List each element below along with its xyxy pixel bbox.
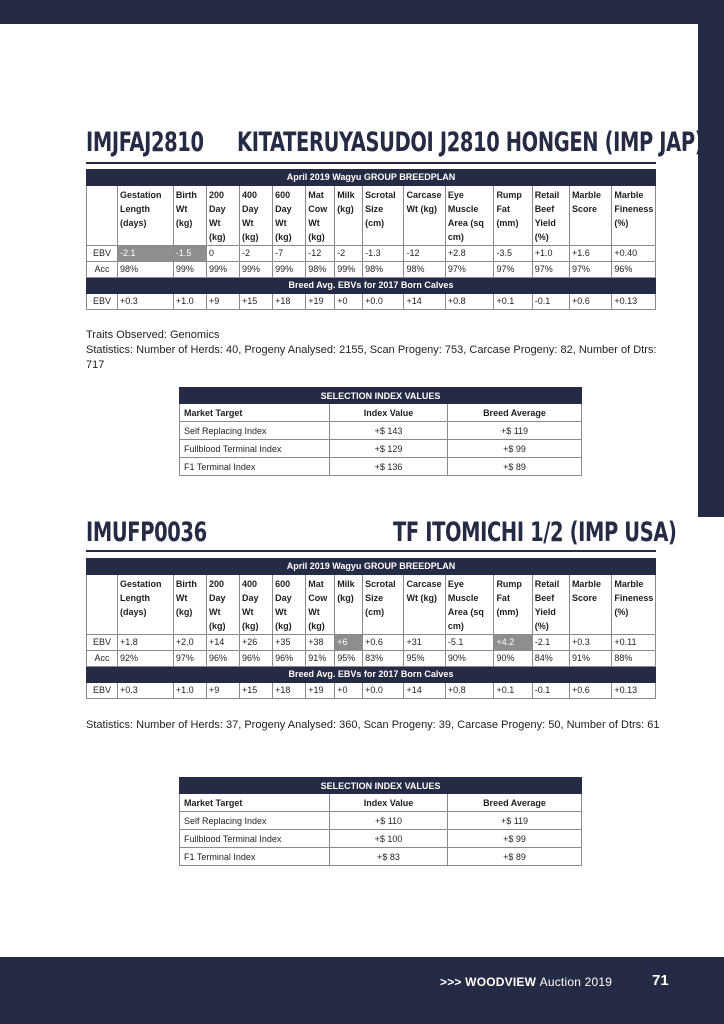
acc-cell: 97% xyxy=(569,262,611,278)
animal-1-traits-observed: Traits Observed: Genomics xyxy=(86,329,220,341)
breed-avg-cell: +0.3 xyxy=(118,294,174,310)
selection-band: SELECTION INDEX VALUES xyxy=(180,388,582,404)
acc-cell: 95% xyxy=(335,651,363,667)
ebv-cell: -7 xyxy=(273,246,306,262)
breed-avg-cell: +19 xyxy=(306,294,335,310)
trait-header: Eye Muscle Area (sq cm) xyxy=(445,575,494,635)
ebv-cell: -2.1 xyxy=(532,635,569,651)
trait-header: Birth Wt (kg) xyxy=(173,575,206,635)
ebv-cell: -12 xyxy=(306,246,335,262)
index-value: +$ 83 xyxy=(330,848,448,866)
index-value: +$ 110 xyxy=(330,812,448,830)
ebv-cell: +26 xyxy=(240,635,273,651)
acc-cell: 96% xyxy=(273,651,306,667)
animal-1-rule xyxy=(86,162,656,164)
breedplan-band: April 2019 Wagyu GROUP BREEDPLAN xyxy=(87,559,656,575)
trait-header: Gestation Length (days) xyxy=(118,575,174,635)
side-bar xyxy=(698,24,724,517)
top-bar xyxy=(0,0,724,24)
col-market-target: Market Target xyxy=(180,404,330,422)
animal-2-id: IMUFP0036 xyxy=(86,517,207,548)
breed-avg-cell: +0.0 xyxy=(363,294,404,310)
trait-header: Retail Beef Yield (%) xyxy=(532,575,569,635)
ebv-cell: -1.3 xyxy=(363,246,404,262)
trait-header: Scrotal Size (cm) xyxy=(363,575,404,635)
ebv-cell: +0.3 xyxy=(569,635,611,651)
acc-cell: 99% xyxy=(335,262,363,278)
breed-avg-cell: +0.6 xyxy=(569,294,611,310)
acc-cell: 98% xyxy=(118,262,174,278)
trait-header: 600 Day Wt (kg) xyxy=(273,186,306,246)
ebv-cell: +38 xyxy=(306,635,335,651)
animal-2-selection-table xyxy=(179,777,582,866)
animal-2-statistics: Statistics: Number of Herds: 37, Progeny Analysed: 360, Scan Progeny: 39, Carcase Progeny: 50, Number of Dtrs: 61 xyxy=(86,719,660,731)
ebv-cell: +0.11 xyxy=(612,635,656,651)
animal-2-rule xyxy=(86,550,656,552)
ebv-label: EBV xyxy=(87,294,118,310)
col-market-target: Market Target xyxy=(180,794,330,812)
footer-arrows: >>> xyxy=(440,975,462,989)
acc-cell: 97% xyxy=(494,262,532,278)
footer-event: Auction 2019 xyxy=(539,975,613,989)
acc-cell: 88% xyxy=(612,651,656,667)
ebv-cell: -1.5 xyxy=(173,246,206,262)
trait-header: Rump Fat (mm) xyxy=(494,575,532,635)
breed-avg-cell: +18 xyxy=(273,294,306,310)
acc-cell: 96% xyxy=(206,651,239,667)
breed-avg-cell: +0.6 xyxy=(569,683,611,699)
breed-avg-cell: +0.1 xyxy=(494,683,532,699)
trait-header: 400 Day Wt (kg) xyxy=(240,575,273,635)
acc-cell: 95% xyxy=(404,651,445,667)
breed-avg-cell: +15 xyxy=(240,294,273,310)
index-value: +$ 129 xyxy=(330,440,448,458)
trait-header: Milk (kg) xyxy=(335,186,363,246)
breed-avg-cell: +0.0 xyxy=(363,683,404,699)
col-breed-average: Breed Average xyxy=(448,404,582,422)
footer-caption xyxy=(440,975,612,989)
acc-cell: 98% xyxy=(306,262,335,278)
trait-header: 200 Day Wt (kg) xyxy=(206,575,239,635)
breed-avg-cell: -0.1 xyxy=(532,294,569,310)
acc-cell: 96% xyxy=(240,651,273,667)
ebv-cell: +1.0 xyxy=(532,246,569,262)
acc-label: Acc xyxy=(87,262,118,278)
acc-cell: 99% xyxy=(273,262,306,278)
ebv-cell: +35 xyxy=(273,635,306,651)
ebv-cell: +4.2 xyxy=(494,635,532,651)
ebv-cell: +1.8 xyxy=(118,635,174,651)
acc-cell: 97% xyxy=(445,262,494,278)
breed-avg-cell: +0.13 xyxy=(612,683,656,699)
breed-avg-cell: +14 xyxy=(404,294,445,310)
trait-header: Marble Score xyxy=(569,186,611,246)
corner-cell xyxy=(87,575,118,635)
acc-cell: 96% xyxy=(612,262,656,278)
breedplan-band: April 2019 Wagyu GROUP BREEDPLAN xyxy=(87,170,656,186)
breed-avg-cell: +14 xyxy=(404,683,445,699)
breed-avg-cell: +0.8 xyxy=(445,294,494,310)
animal-2-name: TF ITOMICHI 1/2 (IMP USA) xyxy=(393,517,677,548)
trait-header: Rump Fat (mm) xyxy=(494,186,532,246)
market-target: Fullblood Terminal Index xyxy=(180,440,330,458)
breed-avg-cell: +19 xyxy=(306,683,335,699)
trait-header: Milk (kg) xyxy=(335,575,363,635)
footer-brand: WOODVIEW xyxy=(465,975,537,989)
trait-header: Marble Fineness (%) xyxy=(612,575,656,635)
ebv-cell: -12 xyxy=(404,246,445,262)
ebv-cell: +14 xyxy=(206,635,239,651)
trait-header: 600 Day Wt (kg) xyxy=(273,575,306,635)
selection-band: SELECTION INDEX VALUES xyxy=(180,778,582,794)
breed-avg-cell: +1.0 xyxy=(173,683,206,699)
trait-header: Marble Fineness (%) xyxy=(612,186,656,246)
breed-avg-cell: +0.1 xyxy=(494,294,532,310)
breed-avg-cell: +0 xyxy=(335,683,363,699)
ebv-label: EBV xyxy=(87,683,118,699)
col-breed-average: Breed Average xyxy=(448,794,582,812)
breed-average: +$ 119 xyxy=(448,812,582,830)
ebv-cell: -5.1 xyxy=(445,635,494,651)
acc-cell: 83% xyxy=(363,651,404,667)
ebv-cell: +2.0 xyxy=(173,635,206,651)
corner-cell xyxy=(87,186,118,246)
ebv-cell: +0.40 xyxy=(612,246,656,262)
acc-cell: 91% xyxy=(569,651,611,667)
trait-header: Birth Wt (kg) xyxy=(173,186,206,246)
acc-cell: 98% xyxy=(404,262,445,278)
trait-header: Eye Muscle Area (sq cm) xyxy=(445,186,494,246)
acc-cell: 84% xyxy=(532,651,569,667)
market-target: Fullblood Terminal Index xyxy=(180,830,330,848)
breed-avg-cell: +15 xyxy=(240,683,273,699)
animal-1-selection-table xyxy=(179,387,582,476)
breed-avg-cell: +18 xyxy=(273,683,306,699)
acc-cell: 90% xyxy=(445,651,494,667)
acc-cell: 99% xyxy=(206,262,239,278)
acc-label: Acc xyxy=(87,651,118,667)
trait-header: Gestation Length (days) xyxy=(118,186,174,246)
ebv-cell: +0.6 xyxy=(363,635,404,651)
col-index-value: Index Value xyxy=(330,404,448,422)
breed-avg-cell: +9 xyxy=(206,294,239,310)
breed-avg-cell: +9 xyxy=(206,683,239,699)
breed-average: +$ 119 xyxy=(448,422,582,440)
market-target: Self Replacing Index xyxy=(180,422,330,440)
breed-avg-cell: +1.0 xyxy=(173,294,206,310)
breed-avg-band: Breed Avg. EBVs for 2017 Born Calves xyxy=(87,667,656,683)
trait-header: Scrotal Size (cm) xyxy=(363,186,404,246)
ebv-label: EBV xyxy=(87,246,118,262)
breed-avg-cell: +0.3 xyxy=(118,683,174,699)
trait-header: Retail Beef Yield (%) xyxy=(532,186,569,246)
animal-1-id: IMJFAJ2810 xyxy=(86,127,204,158)
trait-header: Carcase Wt (kg) xyxy=(404,575,445,635)
breed-avg-cell: +0 xyxy=(335,294,363,310)
acc-cell: 97% xyxy=(173,651,206,667)
breed-average: +$ 99 xyxy=(448,830,582,848)
acc-cell: 92% xyxy=(118,651,174,667)
animal-1-breedplan-table xyxy=(86,169,656,310)
acc-cell: 90% xyxy=(494,651,532,667)
footer-bar xyxy=(0,957,724,1024)
page-number: 71 xyxy=(652,972,669,989)
breed-avg-cell: +0.13 xyxy=(612,294,656,310)
ebv-cell: 0 xyxy=(206,246,239,262)
trait-header: Carcase Wt (kg) xyxy=(404,186,445,246)
trait-header: Mat Cow Wt (kg) xyxy=(306,186,335,246)
trait-header: 200 Day Wt (kg) xyxy=(206,186,239,246)
index-value: +$ 143 xyxy=(330,422,448,440)
breed-avg-cell: -0.1 xyxy=(532,683,569,699)
acc-cell: 91% xyxy=(306,651,335,667)
breed-average: +$ 89 xyxy=(448,848,582,866)
col-index-value: Index Value xyxy=(330,794,448,812)
market-target: F1 Terminal Index xyxy=(180,458,330,476)
acc-cell: 98% xyxy=(363,262,404,278)
ebv-cell: -2.1 xyxy=(118,246,174,262)
market-target: F1 Terminal Index xyxy=(180,848,330,866)
breed-average: +$ 99 xyxy=(448,440,582,458)
ebv-label: EBV xyxy=(87,635,118,651)
animal-1-statistics: Statistics: Number of Herds: 40, Progeny Analysed: 2155, Scan Progeny: 753, Carcase Progeny: 82, Number of Dtrs: 717 xyxy=(86,344,657,371)
animal-1-name: KITATERUYASUDOI J2810 HONGEN (IMP JAP) xyxy=(237,127,704,158)
ebv-cell: +6 xyxy=(335,635,363,651)
trait-header: Marble Score xyxy=(569,575,611,635)
acc-cell: 99% xyxy=(173,262,206,278)
ebv-cell: +1.6 xyxy=(569,246,611,262)
acc-cell: 99% xyxy=(240,262,273,278)
trait-header: Mat Cow Wt (kg) xyxy=(306,575,335,635)
ebv-cell: +31 xyxy=(404,635,445,651)
ebv-cell: -2 xyxy=(335,246,363,262)
index-value: +$ 136 xyxy=(330,458,448,476)
breed-average: +$ 89 xyxy=(448,458,582,476)
ebv-cell: -2 xyxy=(240,246,273,262)
animal-2-breedplan-table xyxy=(86,558,656,699)
acc-cell: 97% xyxy=(532,262,569,278)
ebv-cell: +2.8 xyxy=(445,246,494,262)
breed-avg-cell: +0.8 xyxy=(445,683,494,699)
ebv-cell: -3.5 xyxy=(494,246,532,262)
market-target: Self Replacing Index xyxy=(180,812,330,830)
trait-header: 400 Day Wt (kg) xyxy=(240,186,273,246)
breed-avg-band: Breed Avg. EBVs for 2017 Born Calves xyxy=(87,278,656,294)
index-value: +$ 100 xyxy=(330,830,448,848)
